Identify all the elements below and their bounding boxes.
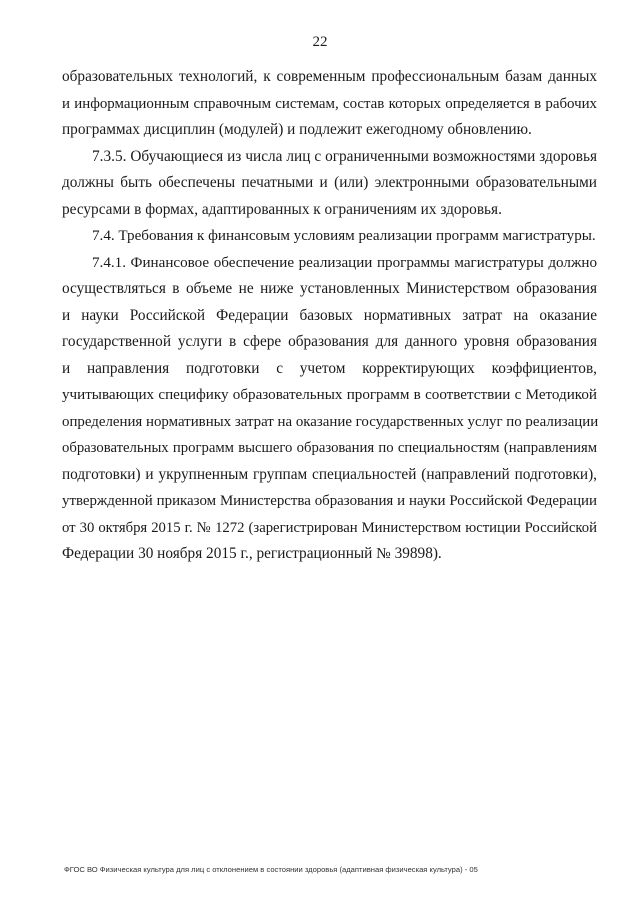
text-line: 7.4.1. Финансовое обеспечение реализации программы магистратуры должно xyxy=(92,254,597,271)
text-line: подготовки) и укрупненным группам специальностей (направлений подготовки), xyxy=(62,465,597,483)
text-line: ресурсами в формах, адаптированных к ограничениям их здоровья. xyxy=(62,200,502,218)
text-line: государственной услуги в сфере образования для данного уровня образования xyxy=(62,333,597,350)
text-line: и направления подготовки с учетом корректирующих коэффициентов, xyxy=(62,359,597,377)
section-heading-7-4 xyxy=(62,223,597,250)
text-line: 7.4. Требования к финансовым условиям реализации программ магистратуры. xyxy=(92,228,596,244)
text-line: осуществляться в объеме не ниже установленных Министерством образования xyxy=(62,280,597,297)
text-line: от 30 октября 2015 г. № 1272 (зарегистрирован Министерством юстиции Российской xyxy=(62,519,597,536)
text-line: программах дисциплин (модулей) и подлежит ежегодному обновлению. xyxy=(62,121,532,138)
text-line: 7.3.5. Обучающиеся из числа лиц с ограниченными возможностями здоровья xyxy=(92,147,597,165)
text-line: должны быть обеспечены печатными и (или) электронными образовательными xyxy=(62,174,597,191)
text-line: образовательных технологий, к современным профессиональным базам данных xyxy=(62,68,597,85)
document-body xyxy=(62,64,597,568)
text-line: Федерации 30 ноября 2015 г., регистрационный № 39898). xyxy=(62,545,442,562)
paragraph-7-4-1 xyxy=(62,250,597,568)
paragraph-continuation xyxy=(62,64,597,144)
page-number: 22 xyxy=(312,34,328,50)
text-line: и науки Российской Федерации базовых нормативных затрат на оказание xyxy=(62,306,597,324)
paragraph-7-3-5 xyxy=(62,144,597,224)
text-line: определения нормативных затрат на оказание государственных услуг по реализации xyxy=(62,413,599,430)
document-footer: ФГОС ВО Физическая культура для лиц с отклонением в состоянии здоровья (адаптивная физическая культура) - 05 xyxy=(64,865,478,874)
text-line: учитывающих специфику образовательных программ в соответствии с Методикой xyxy=(62,387,597,403)
text-line: и информационным справочным системам, состав которых определяется в рабочих xyxy=(62,95,597,112)
text-line: утвержденной приказом Министерства образования и науки Российской Федерации xyxy=(62,493,597,509)
text-line: образовательных программ высшего образования по специальностям (направлениям xyxy=(62,440,597,456)
